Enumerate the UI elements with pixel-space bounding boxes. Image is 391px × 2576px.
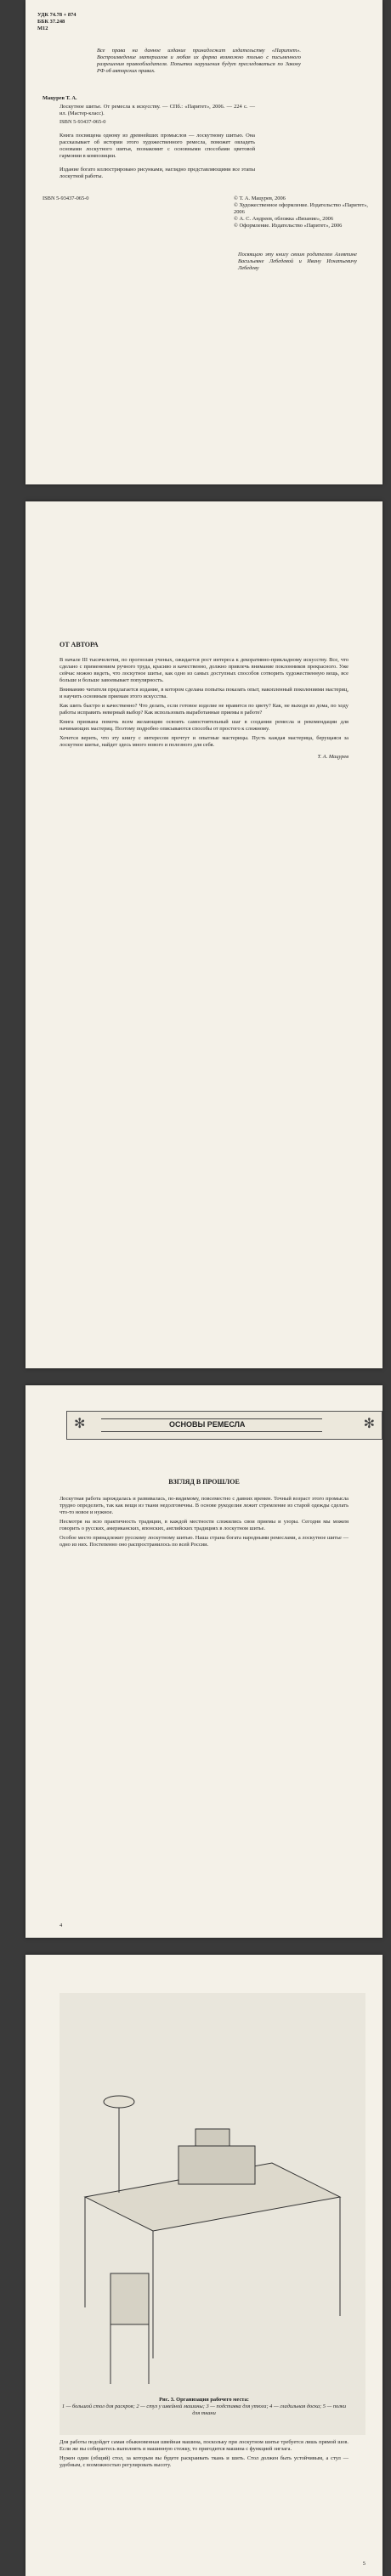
workspace-body — [60, 2439, 348, 2471]
catalog-entry: Лоскутное шитье. От ремесла к искусству. — СПб.: «Паритет», 2006. — 224 с. — ил. (Мастер-класс). — [60, 104, 255, 116]
preface-paragraph: В начале III тысячелетия, по прогнозам ученых, ожидается рост интереса к декоративно-прикладному искусству. Все, что сделано с применением ручного труда, красиво и качественно, должно привлечь внимание поклонников прекрасного. Уже сейчас можно видеть, что лоскутное шитье, как одно из самых доступных способов сотворить художественную вещь, все больше и больше завоевывает популярность. — [60, 657, 348, 683]
section-paragraph: Лоскутная работа зарождалась и развивалась, по-видимому, повсеместно с давних времен. Точный возраст этого промысла трудно определить, так как вещи из ткани недолговечны. В основе рукоделия лежит стремление из старой одежды сделать что-то новое и нужное. — [60, 1496, 348, 1515]
signoff: Т. А. Мацурев — [317, 754, 348, 760]
snowflake-icon: ✻ — [74, 1417, 86, 1431]
copyright-line: © Художественное оформление. Издательство «Паритет», 2006 — [234, 202, 369, 215]
preface-heading: ОТ АВТОРА — [60, 641, 99, 648]
snowflake-icon: ✻ — [363, 1417, 375, 1431]
figure-caption: Рис. 3. Организация рабочего места: — [159, 2397, 249, 2403]
author-preface — [60, 642, 348, 761]
figure-legend: 1 — большой стол для раскроя; 2 — стул у швейной машины; 3 — подставка для утюга; 4 — гладильная доска; 5 — полки для ткани — [61, 2403, 347, 2416]
copyright-block — [234, 195, 370, 229]
workspace-illustration — [60, 1993, 366, 2435]
page-from-author — [26, 501, 382, 1368]
preface-paragraph: Хочется верить, что эту книгу с интересом прочтут и опытные мастерицы. Пусть каждая мастерица, берущаяся за лоскутное шитье, найдет здесь много нового и полезного для себя. — [60, 735, 348, 748]
udc-block — [37, 12, 76, 32]
annotation-2: Издание богато иллюстрировано рисунками, наглядно представляющими все этапы лоскутной работы. — [60, 167, 255, 179]
preface-paragraph: Книга призвана помочь всем желающим освоить самостоятельный шаг в создании ремесла и рекомендации для начинающих мастериц. Поэтому подробно описываются способы от простого к сложному. — [60, 719, 348, 732]
figure-caption-block — [60, 2397, 348, 2417]
page-colophon — [26, 0, 382, 484]
rights-notice: Все права на данное издание принадлежат издательству «Паритет». Воспроизведение материалов и любая их форма возможно только с письменного разрешения правообладателя. Попытки нарушения будут преследоваться по Закону РФ об авторских правах. — [97, 48, 301, 74]
copyright-line: © А. С. Андреев, обложка «Вязание», 2006 — [234, 216, 334, 222]
page-number: 5 — [362, 2561, 366, 2567]
page-chapter — [26, 1385, 382, 1938]
annotation: Книга посвящена одному из древнейших промыслов — лоскутному шитью. Она рассказывает об истории этого художественного ремесла, поможет овладеть основами лоскутного шитья, познакомит с основными способами цветовой гармонии в композиции. — [60, 133, 255, 159]
body-paragraph: Для работы подойдет самая обыкновенная швейная машина, поскольку при лоскутном шитье требуется лишь прямой шов. Если же вы собираетесь выполнять и машинную стежку, то пригодится машина с функцией зигзага. — [60, 2439, 348, 2452]
udc-line: М12 — [37, 25, 48, 31]
section-paragraph: Особое место принадлежит русскому лоскутному шитью. Наша страна богата народными ремеслами, а лоскутное шитье — одно из них. Постепенно оно распространилось по всей России. — [60, 1535, 348, 1548]
copyright-line: © Т. А. Мацурев, 2006 — [234, 195, 286, 201]
dedication: Посвящаю эту книгу своим родителям Алевтине Васильевне Лебедевой и Ивану Игнатьевичу Лебедеву — [238, 252, 357, 271]
udc-line: ББК 37.248 — [37, 19, 65, 25]
section-body — [60, 1496, 348, 1551]
chapter-title: ОСНОВЫ РЕМЕСЛА — [169, 1420, 246, 1429]
isbn-bottom: ISBN 5-93437-065-0 — [42, 195, 89, 201]
section-paragraph: Несмотря на всю практичность традиции, в каждой местности сложились свои приемы и узоры. Сегодня мы можем говорить о русских, американских, японских, английских традициях в лоскутном шитье. — [60, 1519, 348, 1531]
page-number: 4 — [60, 1922, 63, 1928]
preface-paragraph: Как шить быстро и качественно? Что делать, если готовое изделие не нравится по цвету? Как, не выходя из дома, по ходу работы исправить неверный выбор? Как использовать выработанные приемы в работе? — [60, 703, 348, 716]
body-paragraph: Нужен один (общий) стол, за которым вы будете раскраивать ткань и шить. Стол должен быть устойчивым, а стул — удобным, с возможностью регулировать высоту. — [60, 2455, 348, 2468]
page-workspace — [26, 1955, 382, 2576]
chapter-banner — [66, 1411, 382, 1440]
udc-line: УДК 74.78 + 874 — [37, 12, 76, 18]
section-title: ВЗГЛЯД В ПРОШЛОЕ — [168, 1478, 240, 1486]
catalog-author: Мацурев Т. А. — [42, 95, 77, 101]
workspace-drawing — [60, 1993, 366, 2435]
copyright-line: © Оформление. Издательство «Паритет», 2006 — [234, 223, 343, 229]
isbn-line: ISBN 5-93437-065-0 — [60, 119, 106, 125]
preface-paragraph: Вниманию читателя предлагается издание, в котором сделана попытка показать опыт, накопленный поколениями мастериц, и научить основным приемам этого искусства. — [60, 687, 348, 699]
